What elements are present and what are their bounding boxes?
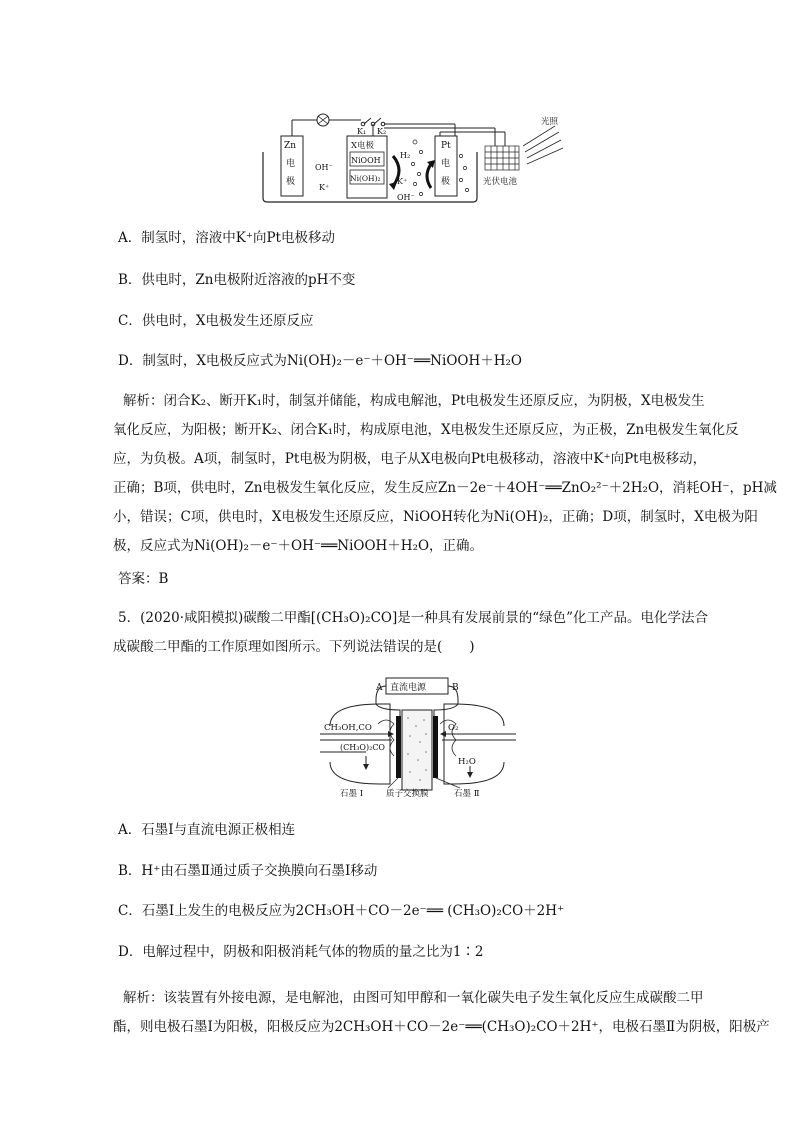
- q4-analysis-line: 应，为负极。A项，制氢时，Pt电极为阴极，电子从X电极向Pt电极移动，溶液中K⁺向Pt电极移动，: [113, 451, 707, 467]
- svg-text:NiOOH: NiOOH: [351, 156, 381, 165]
- q5-analysis: [113, 984, 770, 1042]
- svg-text:OH⁻: OH⁻: [315, 163, 333, 172]
- svg-text:CH₃OH,CO: CH₃OH,CO: [324, 723, 372, 733]
- svg-text:光伏电池: 光伏电池: [483, 177, 518, 187]
- q4-analysis-line: 正确；B项，供电时，Zn电极发生氧化反应，发生反应Zn－2e⁻＋4OH⁻══ZnO₂²⁻＋2H₂O，消耗OH⁻，pH减: [113, 480, 777, 496]
- q5-stem-line: 成碳酸二甲酯的工作原理如图所示。下列说法错误的是( ): [113, 639, 475, 655]
- svg-text:极: 极: [441, 177, 451, 187]
- q5-option-c: C．石墨Ⅰ上发生的电极反应为2CH₃OH＋CO－2e⁻══ (CH₃O)₂CO＋2H⁺: [118, 903, 565, 919]
- svg-text:石墨 Ⅰ: 石墨 Ⅰ: [340, 789, 364, 799]
- q4-analysis: [113, 387, 777, 561]
- svg-text:极: 极: [286, 177, 296, 187]
- q4-option-b: B．供电时，Zn电极附近溶液的pH不变: [118, 272, 356, 288]
- svg-text:电: 电: [441, 159, 451, 169]
- svg-text:光照: 光照: [541, 117, 559, 127]
- q5-analysis-line: 解析：该装置有外接电源，是电解池，由图可知甲醇和一氧化碳失电子发生氧化反应生成碳酸二甲: [123, 990, 704, 1006]
- svg-text:Pt: Pt: [441, 141, 451, 151]
- svg-text:直流电源: 直流电源: [390, 683, 427, 693]
- q5-option-a: A．石墨Ⅰ与直流电源正极相连: [118, 822, 296, 838]
- svg-text:电: 电: [286, 159, 296, 169]
- membrane: [402, 710, 432, 790]
- k2-label: K₂: [377, 127, 387, 136]
- svg-text:石墨 Ⅱ: 石墨 Ⅱ: [454, 789, 480, 799]
- q4-analysis-line: 解析：闭合K₂、断开K₁时，制氢并储能，构成电解池，Pt电极发生还原反应，为阴极，X电极发生: [123, 393, 705, 409]
- svg-text:质子交换膜: 质子交换膜: [386, 789, 429, 799]
- q4-option-d: D．制氢时，X电极反应式为Ni(OH)₂－e⁻＋OH⁻══NiOOH＋H₂O: [118, 353, 522, 369]
- k1-label: K₁: [357, 127, 367, 136]
- svg-text:H₂O: H₂O: [458, 757, 476, 767]
- svg-text:(CH₃O)₂CO: (CH₃O)₂CO: [340, 743, 385, 752]
- q4-option-c: C．供电时，X电极发生还原反应: [118, 313, 314, 329]
- svg-text:OH⁻: OH⁻: [397, 193, 415, 202]
- svg-text:Zn: Zn: [284, 141, 297, 151]
- q4-analysis-line: 极，反应式为Ni(OH)₂－e⁻＋OH⁻══NiOOH＋H₂O，正确。: [113, 538, 484, 554]
- svg-text:X电极: X电极: [351, 141, 375, 151]
- pv-panel: [485, 146, 519, 170]
- terminal-a-label: A: [376, 683, 383, 693]
- q5-stem: [113, 604, 723, 662]
- q4-analysis-line: 氧化反应，为阳极；断开K₂、闭合K₁时，构成原电池，X电极发生还原反应，为正极，Zn电极发生氧化反: [113, 422, 739, 438]
- svg-text:Ni(OH)₂: Ni(OH)₂: [350, 174, 381, 183]
- q5-option-b: B．H⁺由石墨Ⅱ通过质子交换膜向石墨Ⅰ移动: [118, 863, 378, 879]
- q5-option-d: D．电解过程中，阴极和阳极消耗气体的物质的量之比为1∶2: [118, 944, 484, 960]
- q4-analysis-line: 小，错误；C项，供电时，X电极发生还原反应，NiOOH转化为Ni(OH)₂，正确；D项，制氢时，X电极为阳: [113, 509, 758, 525]
- svg-text:O₂: O₂: [448, 723, 459, 733]
- graphite-2-electrode: [433, 716, 438, 778]
- svg-text:K⁺: K⁺: [319, 183, 330, 192]
- q5-analysis-line: 酯，则电极石墨Ⅰ为阳极，阳极反应为2CH₃OH＋CO－2e⁻══(CH₃O)₂CO＋2H⁺，电极石墨Ⅱ为阴极，阳极产: [113, 1019, 770, 1035]
- graphite-1-electrode: [396, 716, 401, 778]
- svg-text:H₂: H₂: [400, 151, 411, 160]
- q4-option-a: A．制氢时，溶液中K⁺向Pt电极移动: [118, 230, 335, 246]
- terminal-b-label: B: [452, 683, 459, 693]
- figure-1-apparatus: [255, 112, 575, 212]
- q4-answer: 答案：B: [118, 571, 169, 587]
- figure-2-electrolysis-cell: [320, 676, 516, 800]
- svg-text:K⁺: K⁺: [397, 177, 408, 186]
- q5-stem-line: 5．(2020·咸阳模拟)碳酸二甲酯[(CH₃O)₂CO]是一种具有发展前景的“绿色”化工产品。电化学法合: [118, 610, 709, 626]
